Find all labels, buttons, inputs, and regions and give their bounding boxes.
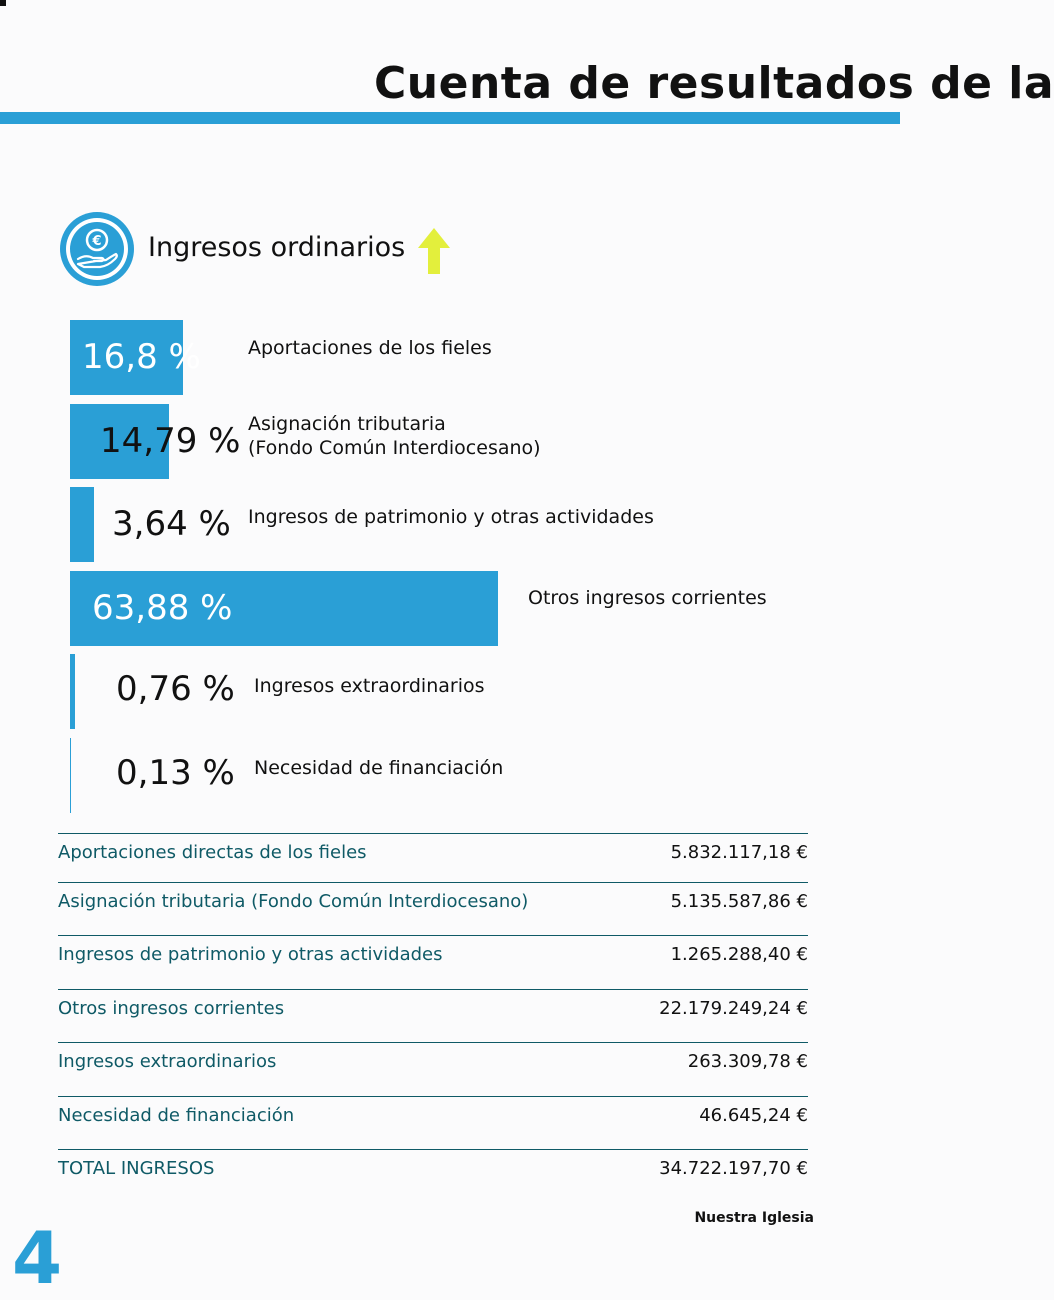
section-title: Ingresos ordinarios (148, 232, 406, 263)
row-amount: 5.832.117,18 € (670, 842, 808, 863)
bar-5 (70, 654, 75, 729)
bar-category-label-line: Ingresos extraordinarios (254, 675, 485, 697)
bar-category-label-line: (Fondo Común Interdiocesano) (248, 437, 541, 459)
bar-3 (70, 487, 94, 562)
bar-category-label (528, 586, 767, 610)
total-amount: 34.722.197,70 € (659, 1158, 808, 1179)
bar-percent-label: 63,88 % (92, 588, 233, 628)
total-row (58, 1149, 808, 1202)
up-arrow-icon (418, 228, 450, 274)
row-name: Ingresos extraordinarios (58, 1051, 277, 1072)
bar-category-label (254, 756, 503, 780)
bar-percent-label: 0,76 % (116, 669, 235, 709)
bar-6 (70, 738, 71, 813)
table-row (58, 833, 808, 886)
table-row (58, 882, 808, 935)
row-rule (58, 989, 808, 990)
row-rule (58, 1042, 808, 1043)
row-name: Asignación tributaria (Fondo Común Interdiocesano) (58, 891, 529, 912)
row-rule (58, 1096, 808, 1097)
bar-percent-label: 16,8 % (82, 337, 201, 377)
table-row (58, 1042, 808, 1095)
bar-category-label-line: Aportaciones de los fieles (248, 337, 492, 359)
bar-category-label (248, 412, 541, 460)
page-title: Cuenta de resultados de la (374, 58, 1054, 109)
bar-percent-label: 14,79 % (100, 421, 241, 461)
row-rule (58, 833, 808, 834)
row-name: Ingresos de patrimonio y otras actividades (58, 944, 443, 965)
row-name: Necesidad de financiación (58, 1105, 295, 1126)
bar-category-label-line: Otros ingresos corrientes (528, 587, 767, 609)
page-number: 4 (12, 1216, 63, 1300)
row-amount: 1.265.288,40 € (670, 944, 808, 965)
table-row (58, 1096, 808, 1149)
row-amount: 46.645,24 € (699, 1105, 808, 1126)
row-amount: 22.179.249,24 € (659, 998, 808, 1019)
bar-category-label (254, 674, 485, 698)
bar-percent-label: 0,13 % (116, 753, 235, 793)
row-rule (58, 935, 808, 936)
row-amount: 5.135.587,86 € (670, 891, 808, 912)
row-rule (58, 1149, 808, 1150)
title-rule (0, 112, 900, 124)
euro-coin-hand-icon (60, 212, 134, 286)
row-name: Otros ingresos corrientes (58, 998, 285, 1019)
total-label: TOTAL INGRESOS (58, 1158, 215, 1179)
publication-name: Nuestra Iglesia (694, 1210, 814, 1226)
row-amount: 263.309,78 € (687, 1051, 808, 1072)
bar-category-label-line: Ingresos de patrimonio y otras actividades (248, 506, 654, 528)
bar-percent-label: 3,64 % (112, 504, 231, 544)
corner-mark (0, 0, 6, 6)
bar-category-label (248, 505, 654, 529)
bar-category-label-line: Necesidad de financiación (254, 757, 504, 779)
svg-text:€: € (92, 234, 102, 249)
row-rule (58, 882, 808, 883)
table-row (58, 989, 808, 1042)
table-row (58, 935, 808, 988)
bar-category-label (248, 336, 492, 360)
bar-category-label-line: Asignación tributaria (248, 413, 446, 435)
row-name: Aportaciones directas de los fieles (58, 842, 367, 863)
